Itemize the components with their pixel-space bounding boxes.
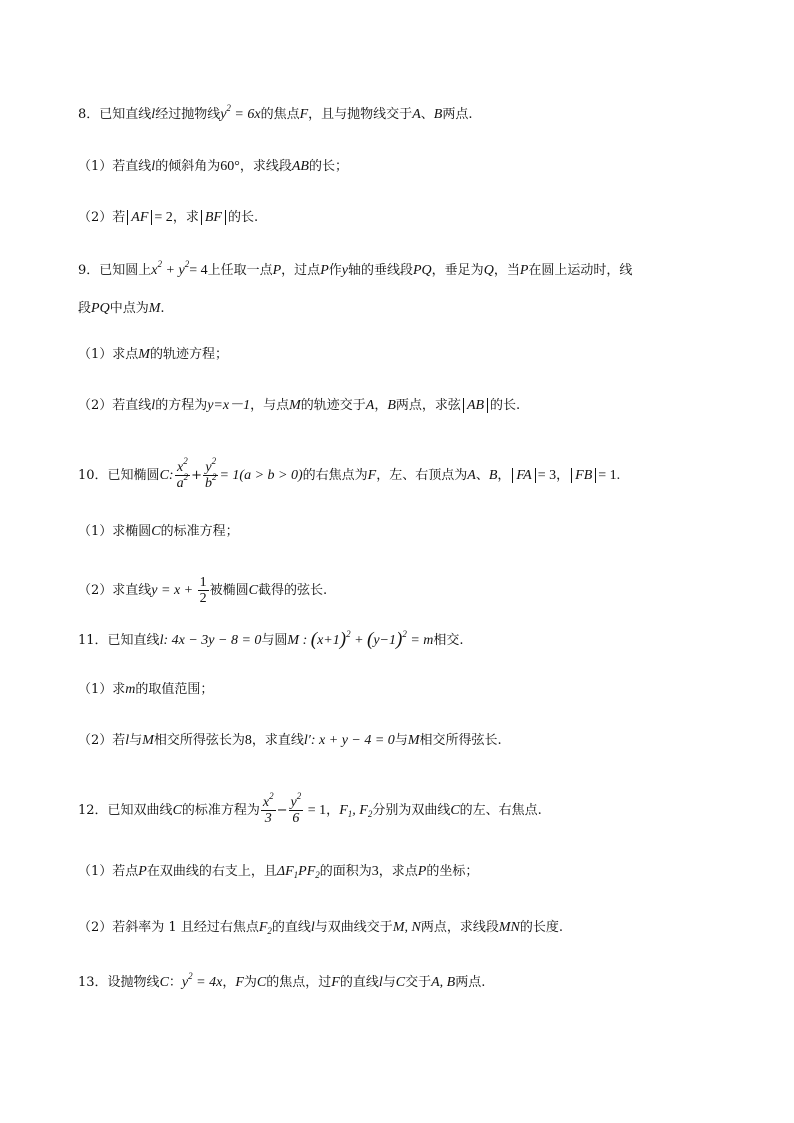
math: F	[331, 975, 340, 990]
problem-9-stem-cont: 段PQ中点为M.	[78, 301, 165, 316]
problem-12-part-2: （2）若斜率为 1 且经过右焦点$F_2$的直线l与双曲线交于M, N两点，求线段MN的长度.	[78, 920, 563, 936]
fraction: $\frac{1}{2}$	[199, 575, 207, 606]
math: C	[395, 975, 406, 990]
math: F	[367, 468, 377, 483]
math: FA	[512, 468, 535, 483]
math: C	[159, 975, 169, 990]
fraction: $\frac{x^2}{3}$	[262, 791, 274, 826]
math: l	[151, 107, 156, 122]
math: l	[310, 920, 315, 935]
math: Q	[483, 263, 494, 278]
math: M, N	[392, 920, 421, 935]
problem-11-part-1: （1）求m的取值范围；	[78, 682, 214, 697]
problem-9-part-2: （2）若直线l的方程为y=x－1，与点M的轨迹交于A，B两点，求弦 AB 的长.	[78, 398, 521, 413]
math: B	[387, 398, 396, 413]
math: P	[320, 263, 329, 278]
problem-8-stem: 8．已知直线l经过抛物线$y^2 = 6x$的焦点F，且与抛物线交于A、B两点.	[78, 103, 473, 122]
math: $x^2 + y^2$	[151, 259, 190, 278]
math: A	[365, 398, 375, 413]
problem-10-part-2: （2）求直线y = x + $\frac{1}{2}$ 被椭圆C截得的弦长.	[78, 575, 328, 606]
fraction: $\frac{x^2}{a^2}$	[176, 456, 189, 491]
math: F	[299, 107, 309, 122]
problem-number: 11．	[78, 633, 108, 648]
math: A, B	[431, 975, 456, 990]
math: BF	[201, 210, 226, 225]
problem-11-stem: 11．已知直线l: 4x − 3y − 8 = 0与圆M : $(x+1)^2 + (y-1)^2 = m$相交.	[78, 629, 464, 650]
math: P	[417, 864, 427, 879]
math: C	[172, 803, 182, 818]
problem-11-part-2: （2）若l与M相交所得弦长为8，求直线l′: x + y − 4 = 0与M相交所得弦长.	[78, 733, 502, 748]
math: l	[159, 633, 164, 648]
math: y	[341, 263, 348, 278]
math: $y^2 = 6x$	[220, 103, 261, 122]
problem-8-part-1: （1）若直线l的倾斜角为60°，求线段AB的长；	[78, 159, 348, 174]
math: l′:	[303, 733, 320, 748]
math: C	[159, 468, 169, 483]
math: y = x +	[151, 583, 197, 598]
math: AF	[127, 210, 152, 225]
math: $F_1$, $F_2$	[339, 803, 373, 819]
problem-number: 10．	[78, 468, 108, 483]
math: FB	[571, 468, 596, 483]
math: B	[433, 107, 443, 122]
math: M	[142, 733, 154, 748]
problem-9-stem: 9．已知圆上$x^2 + y^2= 4$上任取一点P，过点P作y轴的垂线段PQ，垂足为Q，当P在圆上运动时，线	[78, 259, 633, 278]
problem-8-part-2: （2）若 AF = 2，求 BF 的长.	[78, 210, 259, 225]
math: PQ	[91, 301, 110, 316]
math: AB	[291, 159, 309, 174]
math: l	[151, 159, 156, 174]
problem-10-part-1: （1）求椭圆C的标准方程；	[78, 524, 239, 539]
math: P	[138, 864, 147, 879]
math: AB	[463, 398, 488, 413]
math: A	[412, 107, 421, 122]
math: $\Delta F_1PF_2$	[276, 864, 320, 880]
fraction: $\frac{y^2}{b^2}$	[204, 456, 217, 491]
math: M	[148, 301, 161, 316]
math: C	[450, 803, 460, 818]
problem-9-part-1: （1）求点M的轨迹方程；	[78, 347, 228, 362]
math: C	[256, 975, 267, 990]
problem-13-stem: 13．设抛物线C：$y^2 = 4x$，F为C的焦点，过F的直线l与C交于A, B两点.	[78, 971, 486, 990]
math: l	[125, 733, 130, 748]
math: F	[235, 975, 244, 990]
fraction: $\frac{y^2}{6}$	[290, 791, 302, 826]
math: P	[519, 263, 529, 278]
math: M	[138, 347, 150, 362]
math: l	[378, 975, 383, 990]
math: $F_2$	[258, 920, 272, 936]
math: $y^2 = 4x$	[181, 971, 223, 990]
math: PQ	[413, 263, 432, 278]
math: m	[125, 682, 136, 697]
math: M : $(x+1)^2 + (y-1)^2 = m$	[287, 629, 434, 650]
problem-number: 9．	[78, 263, 100, 278]
math: P	[272, 263, 282, 278]
problem-number: 13．	[78, 975, 108, 990]
problem-12-stem: 12．已知双曲线C的标准方程为 $\frac{x^2}{3}$ − $\frac{y^2}{6}$ = 1，$F_1$, $F_2$分别为双曲线C的左、右焦点.	[78, 791, 542, 826]
math: B	[488, 468, 498, 483]
math: l	[151, 398, 156, 413]
math: MN	[498, 920, 520, 935]
math: C	[248, 583, 258, 598]
problem-10-stem: 10．已知椭圆C: $\frac{x^2}{a^2}$ + $\frac{y^2}{b^2}$ = 1(a > b > 0)的右焦点为F，左、右顶点为A、B， FA = 3， FB = 1.	[78, 456, 621, 491]
problem-number: 12．	[78, 803, 108, 818]
math: M	[289, 398, 301, 413]
math: M	[407, 733, 420, 748]
problem-12-part-1: （1）若点P在双曲线的右支上，且$\Delta F_1PF_2$的面积为3，求点P的坐标；	[78, 864, 479, 880]
math: C	[151, 524, 161, 539]
math: A	[467, 468, 476, 483]
problem-number: 8．	[78, 107, 100, 122]
